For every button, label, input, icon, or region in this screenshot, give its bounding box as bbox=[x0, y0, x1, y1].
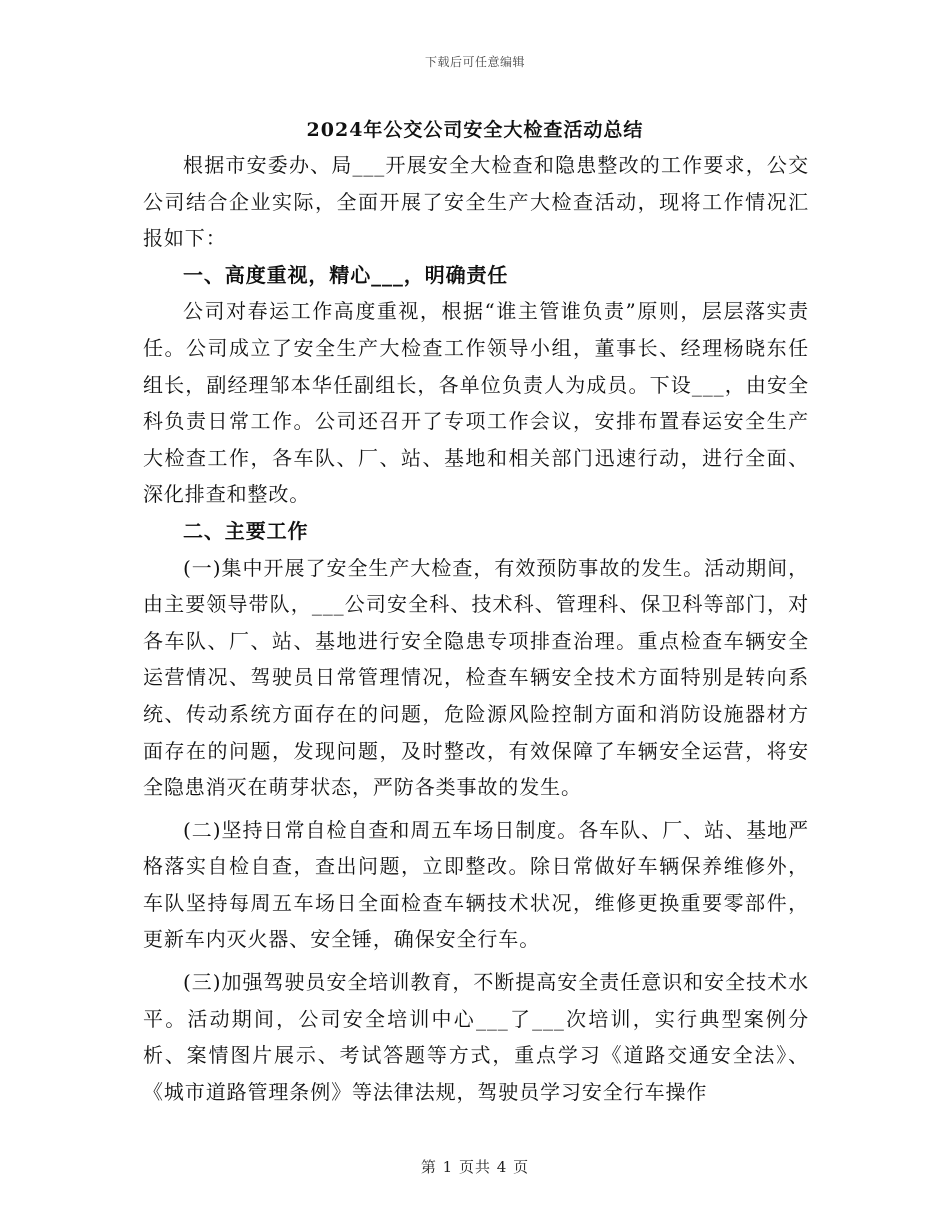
document-title: 2024年公交公司安全大检查活动总结 bbox=[306, 119, 644, 141]
section-2-item-1: (一)集中开展了安全生产大检查，有效预防事故的发生。活动期间，由主要领导带队，___公司安全科、技术科、管理科、保卫科等部门，对各车队、厂、站、基地进行安全隐患专项排查治理。重点检查车辆安全运营情况、驾驶员日常管理情况，检查车辆安全技术方面特别是转向系统、传动系统方面存在的问题，危险源风险控制方面和消防设施器材方面存在的问题，发现问题，及时整改，有效保障了车辆安全运营，将安全隐患消灭在萌芽状态，严防各类事故的发生。 bbox=[143, 555, 809, 800]
section-2-item-2: (二)坚持日常自检自查和周五车场日制度。各车队、厂、站、基地严格落实自检自查，查出问题，立即整改。除日常做好车辆保养维修外，车队坚持每周五车场日全面检查车辆技术状况，维修更换重要零部件，更新车内灭火器、安全锤，确保安全行车。 bbox=[143, 817, 809, 952]
page-number: 第 1 页共 4 页 bbox=[420, 1158, 530, 1176]
document-body bbox=[143, 147, 809, 1110]
intro-paragraph: 根据市安委办、局___开展安全大检查和隐患整改的工作要求，公交公司结合企业实际，全面开展了安全生产大检查活动，现将工作情况汇报如下： bbox=[143, 153, 809, 251]
section-2-heading: 二、主要工作 bbox=[183, 518, 309, 543]
section-2-item-3: (三)加强驾驶员安全培训教育，不断提高安全责任意识和安全技术水平。活动期间，公司安全培训中心___了___次培训，实行典型案例分析、案情图片展示、考试答题等方式，重点学习《道路交通安全法》、《城市道路管理条例》等法律法规，驾驶员学习安全行车操作 bbox=[143, 970, 809, 1104]
section-1-paragraph: 公司对春运工作高度重视，根据“谁主管谁负责”原则，层层落实责任。公司成立了安全生产大检查工作领导小组，董事长、经理杨晓东任组长，副经理邹本华任副组长，各单位负责人为成员。下设___，由安全科负责日常工作。公司还召开了专项工作会议，安排布置春运安全生产大检查工作，各车队、厂、站、基地和相关部门迅速行动，进行全面、深化排查和整改。 bbox=[143, 299, 809, 507]
section-1-heading: 一、高度重视，精心___，明确责任 bbox=[183, 262, 509, 287]
page-header-note: 下载后可任意编辑 bbox=[424, 55, 525, 69]
